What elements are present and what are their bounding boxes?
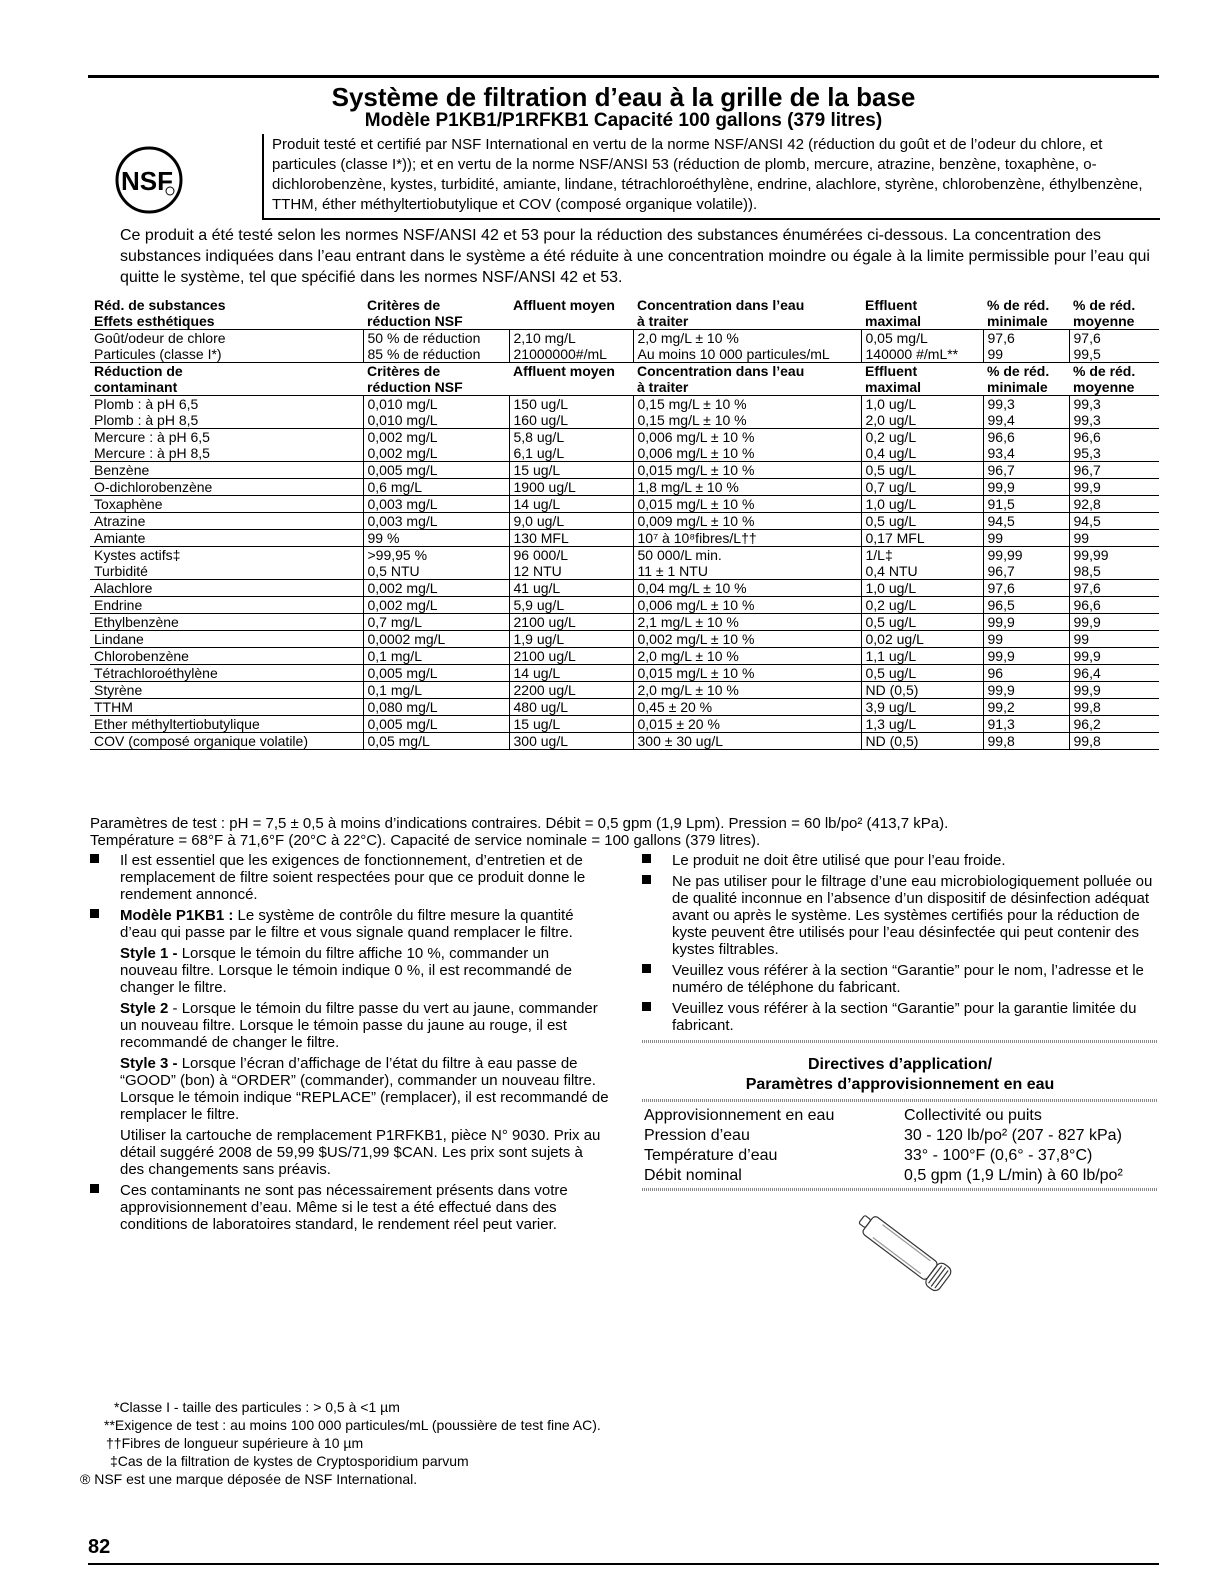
table-cell: 41 ug/L	[509, 580, 633, 597]
table-row	[642, 1126, 1158, 1146]
directives-title-line-1: Directives d’application/	[807, 1056, 993, 1073]
table-cell: Ethylbenzène	[90, 614, 363, 631]
table-cell: 0,006 mg/L ± 10 % 0,006 mg/L ± 10 %	[633, 429, 861, 462]
table-cell: 94,5	[983, 513, 1069, 530]
page-title: Système de filtration d’eau à la grille de la base	[331, 82, 916, 112]
table-cell: 1,8 mg/L ± 10 %	[633, 479, 861, 496]
table-cell: 99,9	[983, 648, 1069, 665]
table-cell: 0,002 mg/L	[363, 597, 509, 614]
table-row	[90, 733, 1159, 750]
table-cell: >99,95 % 0,5 NTU	[363, 547, 509, 580]
table-cell: 2,0 mg/L ± 10 %	[633, 682, 861, 699]
table-cell: 0,005 mg/L	[363, 716, 509, 733]
footnote: *Classe I - taille des particules : > 0,5 à <1 µm	[114, 1399, 400, 1415]
table-cell: 15 ug/L	[509, 462, 633, 479]
table-cell: Goût/odeur de chlore Particules (classe I*)	[90, 330, 363, 363]
table-cell: 14 ug/L	[509, 496, 633, 513]
table-cell: 1,3 ug/L	[861, 716, 983, 733]
table-cell: Endrine	[90, 597, 363, 614]
style-1-paragraph	[90, 945, 610, 996]
column-header: % de réd. minimale	[983, 363, 1069, 396]
table-cell: 1900 ug/L	[509, 479, 633, 496]
table-cell: 96,2	[1069, 716, 1159, 733]
table-cell: 99,9	[1069, 614, 1159, 631]
table-cell: 50 000/L min. 11 ± 1 NTU	[633, 547, 861, 580]
right-column	[642, 852, 1158, 1038]
table-cell: 0,1 mg/L	[363, 648, 509, 665]
table-row	[642, 1166, 1158, 1186]
table-row	[642, 1106, 1158, 1126]
table-row	[90, 330, 1159, 363]
table-cell: 99,9	[1069, 648, 1159, 665]
column-header: Concentration dans l’eau à traiter	[633, 297, 861, 330]
table-cell: 0,5 ug/L	[861, 513, 983, 530]
table-cell: 99,8	[983, 733, 1069, 750]
bullet-item	[642, 852, 1158, 869]
bullet-item	[642, 1000, 1158, 1034]
table-cell: 1/L‡ 0,4 NTU	[861, 547, 983, 580]
bullet-item	[642, 873, 1158, 958]
directive-label: Pression d’eau	[644, 1127, 750, 1144]
table-cell: 0,2 ug/L	[861, 597, 983, 614]
table-row	[90, 665, 1159, 682]
table-body	[90, 297, 1159, 750]
dotted-divider	[642, 1188, 1158, 1191]
table-row	[90, 716, 1159, 733]
table-cell: 99,3 99,3	[1069, 396, 1159, 429]
table-cell: 99,9	[983, 682, 1069, 699]
table-cell: 0,7 ug/L	[861, 479, 983, 496]
bottom-rule	[88, 1563, 1159, 1565]
style-2-text: - Lorsque le témoin du filtre passe du vert au jaune, commander un nouveau filtre. Lorsque le témoin passe du jaune au rouge, il est recommandé de changer le filtre.	[120, 1000, 598, 1051]
column-header: Critères de réduction NSF	[363, 297, 509, 330]
table-cell: 1,9 ug/L	[509, 631, 633, 648]
footnote: **Exigence de test : au moins 100 000 particules/mL (poussière de test fine AC).	[104, 1417, 601, 1433]
table-cell: 99 %	[363, 530, 509, 547]
bullet-text: Ces contaminants ne sont pas nécessairement présents dans votre approvisionnement d’eau. Même si le test a été effectué dans des conditions de laboratoires standard, le rendement réel peut varier.	[120, 1182, 568, 1233]
table-cell: 2,0 mg/L ± 10 % Au moins 10 000 particules/mL	[633, 330, 861, 363]
table-cell: 0,005 mg/L	[363, 462, 509, 479]
table-row	[90, 530, 1159, 547]
table-cell: 130 MFL	[509, 530, 633, 547]
page-subtitle: Modèle P1KB1/P1RFKB1 Capacité 100 gallons (379 litres)	[364, 110, 883, 131]
substance-reduction-table	[90, 297, 1159, 750]
directive-label: Température d’eau	[644, 1147, 778, 1164]
table-cell: 0,6 mg/L	[363, 479, 509, 496]
directives-box	[642, 1040, 1158, 1191]
table-cell: 0,15 mg/L ± 10 % 0,15 mg/L ± 10 %	[633, 396, 861, 429]
table-cell: COV (composé organique volatile)	[90, 733, 363, 750]
table-row	[90, 479, 1159, 496]
bullet-text: Il est essentiel que les exigences de fonctionnement, d’entretien et de remplacement de filtre soient respectées pour que ce produit donne le rendement annoncé.	[120, 852, 586, 903]
table-cell: 300 ± 30 ug/L	[633, 733, 861, 750]
table-cell: 0,003 mg/L	[363, 496, 509, 513]
table-cell: 94,5	[1069, 513, 1159, 530]
table-row	[90, 614, 1159, 631]
table-cell: Mercure : à pH 6,5 Mercure : à pH 8,5	[90, 429, 363, 462]
table-cell: 0,015 mg/L ± 10 %	[633, 665, 861, 682]
table-cell: 5,8 ug/L 6,1 ug/L	[509, 429, 633, 462]
params-line-2: Température = 68°F à 71,6°F (20°C à 22°C). Capacité de service nominale = 100 gallons (379 litres).	[90, 832, 761, 849]
table-row	[90, 396, 1159, 429]
table-cell: 92,8	[1069, 496, 1159, 513]
table-cell: 97,6 99,5	[1069, 330, 1159, 363]
table-cell: 91,3	[983, 716, 1069, 733]
table-cell: Amiante	[90, 530, 363, 547]
replacement-paragraph: Utiliser la cartouche de remplacement P1RFKB1, pièce N° 9030. Prix au détail suggéré 2008 de 59,99 $US/71,99 $CAN. Les prix sont sujets à des changements sans préavis.	[120, 1127, 601, 1178]
bullet-text: Veuillez vous référer à la section “Garantie” pour la garantie limitée du fabricant.	[672, 1000, 1137, 1034]
column-header: Réduction de contaminant	[90, 363, 363, 396]
bullet-square-icon	[90, 854, 99, 863]
directive-value: 30 - 120 lb/po² (207 - 827 kPa)	[904, 1127, 1122, 1144]
column-header: Réd. de substances Effets esthétiques	[90, 297, 363, 330]
table-cell: 99,99 96,7	[983, 547, 1069, 580]
table-cell: Chlorobenzène	[90, 648, 363, 665]
table-cell: 10⁷ à 10⁸fibres/L††	[633, 530, 861, 547]
table-cell: 97,6	[983, 580, 1069, 597]
table-row	[90, 682, 1159, 699]
table-cell: 0,05 mg/L	[363, 733, 509, 750]
table-cell: 0,002 mg/L	[363, 580, 509, 597]
table-cell: 99,9	[1069, 682, 1159, 699]
bullet-text: Ne pas utiliser pour le filtrage d’une eau microbiologiquement polluée ou de qualité inconnue en l’absence d’un dispositif de désinfection adéquat avant ou après le système. Les systèmes certifiés pour la réduction de kyste peuvent être utilisés pour l’eau désinfectée qui peut contenir des kystes filtrables.	[672, 873, 1153, 958]
table-row	[90, 699, 1159, 716]
bullet-item	[90, 1182, 610, 1233]
table-header-row	[90, 297, 1159, 330]
table-cell: Atrazine	[90, 513, 363, 530]
table-cell: 2,1 mg/L ± 10 %	[633, 614, 861, 631]
table-cell: 99,2	[983, 699, 1069, 716]
table-row	[90, 631, 1159, 648]
table-cell: TTHM	[90, 699, 363, 716]
table-cell: 91,5	[983, 496, 1069, 513]
table-cell: 9,0 ug/L	[509, 513, 633, 530]
directive-value: Collectivité ou puits	[904, 1107, 1042, 1124]
table-cell: 3,9 ug/L	[861, 699, 983, 716]
directive-value: 0,5 gpm (1,9 L/min) à 60 lb/po²	[904, 1167, 1123, 1184]
table-cell: 0,080 mg/L	[363, 699, 509, 716]
table-cell: 2100 ug/L	[509, 648, 633, 665]
table-cell: 96,6	[1069, 597, 1159, 614]
bullet-item	[90, 852, 610, 903]
style-1-label: Style 1 -	[120, 945, 178, 962]
table-cell: 0,005 mg/L	[363, 665, 509, 682]
table-cell: 97,6	[1069, 580, 1159, 597]
table-cell: 0,015 mg/L ± 10 %	[633, 462, 861, 479]
table-cell: 2,10 mg/L 21000000#/mL	[509, 330, 633, 363]
table-cell: 300 ug/L	[509, 733, 633, 750]
nsf-logo-icon	[114, 145, 184, 215]
table-cell: ND (0,5)	[861, 733, 983, 750]
style-3-paragraph	[90, 1055, 610, 1123]
bullet-square-icon	[90, 909, 99, 918]
table-cell: 0,5 ug/L	[861, 462, 983, 479]
table-cell: 96	[983, 665, 1069, 682]
table-row	[90, 462, 1159, 479]
bullet-square-icon	[90, 1184, 99, 1193]
table-cell: 2200 ug/L	[509, 682, 633, 699]
column-header: % de réd. moyenne	[1069, 363, 1159, 396]
params-line-1: Paramètres de test : pH = 7,5 ± 0,5 à moins d’indications contraires. Débit = 0,5 gpm (1,9 Lpm). Pression = 60 lb/po² (413,7 kPa).	[90, 815, 949, 832]
bullet-text: Veuillez vous référer à la section “Garantie” pour le nom, l’adresse et le numéro de téléphone du fabricant.	[672, 962, 1144, 996]
table-cell: 1,0 ug/L	[861, 496, 983, 513]
table-cell: 99,8	[1069, 733, 1159, 750]
table-cell: 99	[983, 530, 1069, 547]
intro-paragraph: Ce produit a été testé selon les normes NSF/ANSI 42 et 53 pour la réduction des substances énumérées ci-dessous. La concentration des substances indiquées dans l’eau entrant dans le système a été réduite à une concentration moindre ou égale à la limite permissible pour l’eau qui quitte le système, tel que spécifié dans les normes NSF/ANSI 42 et 53.	[120, 227, 1150, 286]
table-cell: ND (0,5)	[861, 682, 983, 699]
style-1-text: Lorsque le témoin du filtre affiche 10 %, commander un nouveau filtre. Lorsque le témoin indique 0 %, il est recommandé de changer le filtre.	[120, 945, 572, 996]
column-header: Critères de réduction NSF	[363, 363, 509, 396]
table-cell: 0,5 ug/L	[861, 614, 983, 631]
table-cell: 5,9 ug/L	[509, 597, 633, 614]
bullet-item	[90, 907, 610, 941]
table-cell: 0,2 ug/L 0,4 ug/L	[861, 429, 983, 462]
table-cell: 0,45 ± 20 %	[633, 699, 861, 716]
directive-label: Approvisionnement en eau	[644, 1107, 835, 1124]
table-row	[90, 513, 1159, 530]
model-label: Modèle P1KB1 :	[120, 907, 234, 924]
table-cell: 0,015 ± 20 %	[633, 716, 861, 733]
table-cell: 0,05 mg/L 140000 #/mL**	[861, 330, 983, 363]
table-cell: 1,1 ug/L	[861, 648, 983, 665]
footnotes	[80, 1398, 880, 1488]
table-cell: 0,04 mg/L ± 10 %	[633, 580, 861, 597]
table-cell: 0,17 MFL	[861, 530, 983, 547]
footnote: ‡Cas de la filtration de kystes de Cryptosporidium parvum	[110, 1453, 469, 1469]
table-cell: 0,006 mg/L ± 10 %	[633, 597, 861, 614]
table-row	[90, 648, 1159, 665]
table-cell: Styrène	[90, 682, 363, 699]
column-header: Affluent moyen	[509, 297, 633, 330]
footnote: ® NSF est une marque déposée de NSF International.	[80, 1471, 418, 1487]
table-cell: 0,7 mg/L	[363, 614, 509, 631]
table-cell: 1,0 ug/L 2,0 ug/L	[861, 396, 983, 429]
style-2-paragraph	[90, 1000, 610, 1051]
bullet-text: Le système de contrôle du filtre mesure la quantité d’eau qui passe par le filtre et vous signale quand remplacer le filtre.	[120, 907, 574, 941]
table-cell: 96,5	[983, 597, 1069, 614]
table-cell: 150 ug/L 160 ug/L	[509, 396, 633, 429]
table-cell: 96,7	[1069, 462, 1159, 479]
column-header: % de réd. minimale	[983, 297, 1069, 330]
bullet-square-icon	[642, 875, 651, 884]
table-cell: 99,9	[983, 479, 1069, 496]
table-cell: 480 ug/L	[509, 699, 633, 716]
table-cell: 0,5 ug/L	[861, 665, 983, 682]
bullet-square-icon	[642, 1002, 651, 1011]
table-cell: 0,010 mg/L 0,010 mg/L	[363, 396, 509, 429]
table-cell: 1,0 ug/L	[861, 580, 983, 597]
nsf-logo-text: NSF	[121, 166, 173, 196]
table-cell: Kystes actifs‡ Turbidité	[90, 547, 363, 580]
table-cell: 96,6 95,3	[1069, 429, 1159, 462]
table-cell: 0,002 mg/L ± 10 %	[633, 631, 861, 648]
table-cell: 14 ug/L	[509, 665, 633, 682]
table-row	[90, 429, 1159, 462]
table-row	[90, 547, 1159, 580]
column-header: Affluent moyen	[509, 363, 633, 396]
column-header: Effluent maximal	[861, 297, 983, 330]
table-cell: 0,02 ug/L	[861, 631, 983, 648]
table-header-row	[90, 363, 1159, 396]
bullet-item	[642, 962, 1158, 996]
table-cell: 99,8	[1069, 699, 1159, 716]
table-cell: Ether méthyltertiobutylique	[90, 716, 363, 733]
top-rule	[88, 75, 1159, 78]
directives-title	[642, 1055, 1158, 1095]
table-cell: 99,99 98,5	[1069, 547, 1159, 580]
test-parameters	[90, 815, 1159, 849]
style-2-label: Style 2	[120, 1000, 169, 1017]
table-cell: 50 % de réduction 85 % de réduction	[363, 330, 509, 363]
table-cell: 2100 ug/L	[509, 614, 633, 631]
table-cell: Alachlore	[90, 580, 363, 597]
table-cell: 96,7	[983, 462, 1069, 479]
table-cell: 0,0002 mg/L	[363, 631, 509, 648]
table-row	[642, 1146, 1158, 1166]
table-cell: 99,3 99,4	[983, 396, 1069, 429]
table-cell: 0,009 mg/L ± 10 %	[633, 513, 861, 530]
table-cell: Benzène	[90, 462, 363, 479]
directives-title-line-2: Paramètres d’approvisionnement en eau	[745, 1076, 1055, 1093]
table-row	[90, 496, 1159, 513]
style-3-label: Style 3 -	[120, 1055, 178, 1072]
table-cell: 97,6 99	[983, 330, 1069, 363]
table-cell: Lindane	[90, 631, 363, 648]
column-header: % de réd. moyenne	[1069, 297, 1159, 330]
table-cell: Toxaphène	[90, 496, 363, 513]
table-cell: 15 ug/L	[509, 716, 633, 733]
table-cell: 99,9	[983, 614, 1069, 631]
table-cell: 96 000/L 12 NTU	[509, 547, 633, 580]
table-cell: 99,9	[1069, 479, 1159, 496]
style-3-text: Lorsque l’écran d’affichage de l’état du filtre à eau passe de “GOOD” (bon) à “ORDER” (commander), commander un nouveau filtre. Lorsque le témoin indique “REPLACE” (remplacer), il est recommandé de remplacer le filtre.	[120, 1055, 609, 1123]
table-row	[90, 597, 1159, 614]
table-row	[90, 580, 1159, 597]
page-number: 82	[88, 1536, 111, 1558]
bullet-square-icon	[642, 964, 651, 973]
table-cell: 99	[983, 631, 1069, 648]
table-cell: 0,1 mg/L	[363, 682, 509, 699]
table-cell: O-dichlorobenzène	[90, 479, 363, 496]
table-cell: 0,003 mg/L	[363, 513, 509, 530]
left-column	[90, 852, 610, 1237]
directives-table	[642, 1106, 1158, 1186]
table-cell: Tétrachloroéthylène	[90, 665, 363, 682]
bullet-text: Le produit ne doit être utilisé que pour l’eau froide.	[672, 852, 1006, 869]
table-cell: Plomb : à pH 6,5 Plomb : à pH 8,5	[90, 396, 363, 429]
dotted-divider	[642, 1040, 1158, 1043]
dotted-divider	[642, 1099, 1158, 1102]
table-cell: 0,015 mg/L ± 10 %	[633, 496, 861, 513]
column-header: Concentration dans l’eau à traiter	[633, 363, 861, 396]
table-cell: 0,002 mg/L 0,002 mg/L	[363, 429, 509, 462]
directive-label: Débit nominal	[644, 1167, 742, 1184]
table-cell: 96,6 93,4	[983, 429, 1069, 462]
footnote: ††Fibres de longueur supérieure à 10 µm	[106, 1435, 364, 1451]
column-header: Effluent maximal	[861, 363, 983, 396]
filter-cartridge-icon	[840, 1208, 970, 1298]
table-cell: 96,4	[1069, 665, 1159, 682]
table-cell: 2,0 mg/L ± 10 %	[633, 648, 861, 665]
certification-box: Produit testé et certifié par NSF International en vertu de la norme NSF/ANSI 42 (réduction du goût et de l’odeur du chlore, et particules (classe I*)); et en vertu de la norme NSF/ANSI 53 (réduction de plomb, mercure, atrazine, benzène, toxaphène, o-dichlorobenzène, kystes, turbidité, amiante, lindane, tétrachloroéthylène, endrine, alachlore, styrène, chlorobenzène, éthylbenzène, TTHM, éther méthyltertiobutylique et COV (composé organique volatile)).	[262, 134, 1160, 220]
directive-value: 33° - 100°F (0,6° - 37,8°C)	[904, 1147, 1093, 1164]
table-cell: 99	[1069, 530, 1159, 547]
table-cell: 99	[1069, 631, 1159, 648]
bullet-square-icon	[642, 854, 651, 863]
